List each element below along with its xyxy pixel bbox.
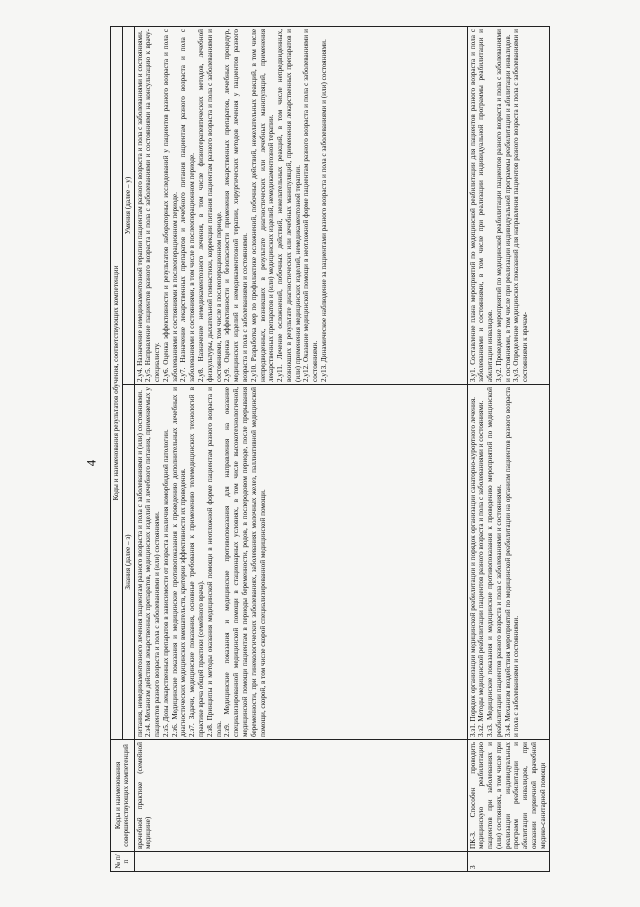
skill-item: 2.у11. Лечение осложнений, побочных действий, нежелательных реакций, в том числе непредвиденных, возникших в результате диагностических или лечебных манипуляций, применения лекарственных препаратов и (или) применения медицинских изделий, немедикаментозной терапии.: [276, 28, 302, 382]
knowledge-item: 2.з6. Медицинские показания и медицинские противопоказания к проведению дополнительных лечебных и диагностических медицинских вмешательств, критерии эффективности их проведения.: [170, 387, 188, 737]
skills-cell: [467, 26, 549, 384]
skill-item: 2.у9. Оценка эффективности и безопасности применения лекарственных препаратов, лечебных процедур, медицинских изделий и немедикаментозной терапии, хирургических методов лечения у пациентов разного возраста и пола с заболеваниями и состояниями.: [223, 28, 249, 382]
skill-item: 2.у4. Назначение немедикаментозной терапии пациентам разного возраста и пола с заболеваниями и состояниями.: [135, 30, 144, 382]
knowledge-item: 3.з1. Порядок организации медицинской реабилитации и порядок организации санаторно-курортного лечения.: [468, 397, 477, 737]
competency-table: [110, 26, 550, 872]
knowledge-item: 2.з8. Принципы и методы оказания медицинской помощи в неотложной форме пациентам разного возраста и пола.: [205, 387, 223, 737]
competency-name: врачебной практике (семейной медицине): [134, 740, 467, 852]
skill-item: 3.у1. Составление плана мероприятий по медицинской реабилитации для пациентов разного возраста и пола с заболеваниями и состояниями, в том числе при реализации индивидуальной программы реабилитации и абилитации инвалидов.: [468, 28, 495, 382]
table-row: [467, 26, 549, 871]
header-competency-code: Коды и наименования совершенствующих компетенций: [111, 740, 135, 852]
skill-item: 3.у2. Проведение мероприятий по медицинской реабилитации пациентов разного возраста и пола с заболеваниями и состояниями, в том числе при реализации индивидуальной программы реабилитации и абилитации инвалидов.: [494, 28, 512, 382]
table-row: [134, 26, 467, 871]
page-number: 4: [83, 459, 99, 467]
rotated-table-container: [110, 27, 570, 872]
skill-item: 2.у8. Назначение немедикаментозного лечения, в том числе физиотерапевтических методов, лечебной физкультуры, дыхательной гимнастики, коррекции питания пациентам разного возраста и пола с заболеваниями и состояниями, том числе в послеоперационном периоде.: [197, 28, 223, 382]
knowledge-item: 2.з7. Задачи, медицинские показания, основные требования к применению телемедицинских технологий в практике врача общей практики (семейного врача).: [188, 387, 206, 737]
knowledge-item: 3.з4. Механизм воздействия мероприятий по медицинской реабилитации на организм пациентов разного возраста и пола с заболеваниями и состояниями.: [503, 387, 521, 737]
skill-item: 2.у7. Назначение лекарственных препаратов и лечебного питания пациентам разного возраста и пола с заболеваниями и состояниями, в том числе в послеоперационном периоде.: [179, 28, 197, 382]
competency-name: ПК-3. Способен проводить медицинскую реабилитацию пациентов при заболеваниях и (или) состояниях, в том числе при реализации индивидуальных программ реабилитации и абилитации инвалидов, при оказании первичной врачебной медико-санитарной помощи: [467, 740, 549, 852]
knowledge-item: 2.з5. Дозы лекарственных препаратов в зависимости от возраста и наличия коморбидной патологии.: [161, 429, 170, 737]
header-skills: Умения (далее – у): [122, 26, 134, 384]
skill-item: 2.у10. Разработка мер по профилактике осложнений, побочных действий, нежелательных реакций, в том числе непредвиденных, возникших в результате диагностических или лечебных манипуляций, применения лекарственных препаратов и (или) медицинских изделий, немедикаментозной терапии.: [249, 28, 276, 382]
skill-item: 3.у3. Определение медицинских показаний для направления пациентов разного возраста и пола с заболеваниями и состояниями к врачам-: [512, 28, 530, 382]
skill-item: 2.у12. Оказание медицинской помощи в неотложной форме пациентам разного возраста и пола с заболеваниями и состояниями.: [302, 28, 320, 382]
row-number: 3: [467, 852, 549, 872]
knowledge-item: питания, немедикаментозного лечения пациентам разного возраста и пола с заболеваниями и (или) состояниями.: [135, 390, 144, 737]
knowledge-cell: [467, 385, 549, 740]
row-number: [134, 852, 467, 872]
knowledge-cell: [134, 385, 467, 740]
skills-cell: [134, 26, 467, 384]
header-learning-results: Коды и наименования результатов обучения, соответствующих компетенции: [111, 26, 123, 739]
skill-item: 2.у5. Направление пациентов разного возраста и пола с заболеваниями и состояниями на консультацию к врачу-специалисту.: [144, 28, 162, 382]
skill-item: 2.у13. Динамическое наблюдение за пациентами разного возраста и пола с заболеваниями и (или) состояниями.: [319, 39, 328, 382]
header-knowledge: Знания (далее – з): [122, 385, 134, 740]
knowledge-item: 2.з4. Механизм действия лекарственных препаратов, медицинских изделий и лечебного питания, применяемых у пациентов разного возраста и пола с заболеваниями и (или) состояниями.: [144, 387, 162, 737]
skill-item: 2.у6. Оценка эффективности и результатов лабораторных исследований у пациентов разного возраста и пола с заболеваниями и состояниями в послеоперационном периоде.: [161, 28, 179, 382]
knowledge-item: 3.з2. Методы медицинской реабилитации пациентов разного возраста и пола с заболеваниями и состояниями.: [477, 400, 486, 737]
header-number: № п/п: [111, 852, 135, 872]
knowledge-item: 3.з3. Медицинские показания и медицинские противопоказания к проведению мероприятий по медицинской реабилитации пациентов разного возраста и пола с заболеваниями и состояниями.: [486, 387, 503, 737]
knowledge-item: 2.з9. Медицинские показания и медицинские противопоказания для направления на оказание специализированной медицинской помощи в стационарных условиях, в том числе высокотехнологичной, медицинской помощи пациентам в периоды беременности, родов, в послеродовом периоде, после прерывания беременности, при гинекологических заболеваниях, заболеваниях молочных желез, паллиативной медицинской помощи, скорой, в том числе скорой специализированной медицинской помощи.: [223, 387, 267, 737]
